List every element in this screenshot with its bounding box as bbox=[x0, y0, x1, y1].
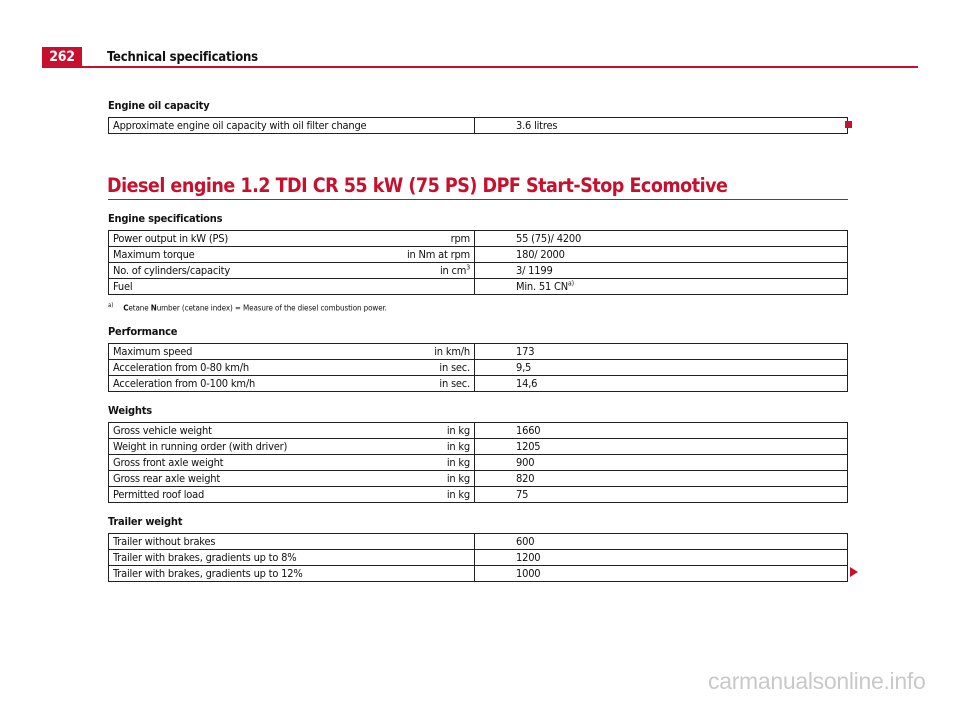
spec-value: 180/ 2000 bbox=[475, 247, 848, 263]
spec-label-cell bbox=[109, 471, 475, 487]
engine-specs-table bbox=[108, 230, 848, 295]
footnote-bold-c: C bbox=[123, 303, 129, 313]
spec-value: 3.6 litres bbox=[475, 118, 848, 134]
spec-unit: in cm bbox=[439, 264, 467, 277]
spec-value: 3/ 1199 bbox=[475, 263, 848, 279]
spec-label-cell bbox=[109, 376, 475, 392]
spec-label-cell bbox=[109, 439, 475, 455]
spec-label: Maximum speed bbox=[113, 345, 193, 358]
spec-label: Maximum torque bbox=[113, 248, 195, 261]
spec-label-cell bbox=[109, 550, 475, 566]
spec-label-cell bbox=[109, 247, 475, 263]
spec-label: Acceleration from 0-80 km/h bbox=[113, 361, 249, 374]
section-end-marker-icon bbox=[845, 121, 852, 128]
spec-value: 14,6 bbox=[475, 376, 848, 392]
spec-label: Approximate engine oil capacity with oil filter change bbox=[113, 119, 367, 132]
table-row bbox=[109, 231, 848, 247]
spec-value: 173 bbox=[475, 344, 848, 360]
spec-label-cell bbox=[109, 534, 475, 550]
performance-heading: Performance bbox=[108, 325, 178, 338]
spec-label-cell bbox=[109, 231, 475, 247]
table-row bbox=[109, 550, 848, 566]
spec-value: 75 bbox=[475, 487, 848, 503]
trailer-weight-heading: Trailer weight bbox=[108, 515, 183, 528]
watermark: carmanualsonline.info bbox=[708, 668, 926, 694]
spec-unit: rpm bbox=[450, 232, 470, 245]
table-row bbox=[109, 423, 848, 439]
table-row bbox=[109, 247, 848, 263]
footnote-text: umber (cetane index) = Measure of the diesel combustion power. bbox=[156, 303, 387, 313]
spec-value: 820 bbox=[475, 471, 848, 487]
spec-unit: in kg bbox=[446, 440, 470, 453]
spec-label-cell bbox=[109, 279, 475, 295]
oil-capacity-heading: Engine oil capacity bbox=[108, 99, 210, 112]
table-row bbox=[109, 118, 848, 134]
engine-specs-heading: Engine specifications bbox=[108, 212, 223, 225]
spec-label-cell bbox=[109, 423, 475, 439]
table-row bbox=[109, 455, 848, 471]
footnote bbox=[108, 302, 387, 313]
spec-unit-with-sup bbox=[440, 263, 470, 278]
table-row bbox=[109, 376, 848, 392]
spec-value: 1205 bbox=[475, 439, 848, 455]
footnote-mark: a) bbox=[108, 302, 114, 309]
table-row bbox=[109, 263, 848, 279]
spec-label-cell bbox=[109, 118, 475, 134]
page-header-title: Technical specifications bbox=[107, 50, 258, 65]
spec-label: Trailer with brakes, gradients up to 8% bbox=[113, 551, 297, 564]
engine-section-title: Diesel engine 1.2 TDI CR 55 kW (75 PS) DPF Start-Stop Ecomotive bbox=[107, 174, 728, 197]
spec-label: Trailer with brakes, gradients up to 12% bbox=[113, 567, 303, 580]
spec-value: 600 bbox=[475, 534, 848, 550]
spec-unit: in kg bbox=[446, 472, 470, 485]
spec-label: Power output in kW (PS) bbox=[113, 232, 229, 245]
weights-table bbox=[108, 422, 848, 503]
spec-label: Permitted roof load bbox=[113, 488, 205, 501]
table-row bbox=[109, 279, 848, 295]
spec-label: No. of cylinders/capacity bbox=[113, 264, 230, 277]
footnote-reference: a) bbox=[567, 279, 574, 288]
continue-arrow-icon bbox=[850, 567, 858, 577]
spec-value-cell bbox=[475, 279, 848, 295]
oil-capacity-table bbox=[108, 117, 848, 134]
spec-label: Fuel bbox=[113, 280, 133, 293]
table-row bbox=[109, 534, 848, 550]
spec-value: 55 (75)/ 4200 bbox=[475, 231, 848, 247]
spec-value: Min. 51 CN bbox=[516, 280, 568, 293]
spec-value: 9,5 bbox=[475, 360, 848, 376]
table-row bbox=[109, 487, 848, 503]
spec-label: Acceleration from 0-100 km/h bbox=[113, 377, 256, 390]
spec-label: Gross vehicle weight bbox=[113, 424, 212, 437]
spec-label: Gross front axle weight bbox=[113, 456, 224, 469]
spec-label: Weight in running order (with driver) bbox=[113, 440, 288, 453]
section-title-rule bbox=[108, 199, 848, 200]
unit-superscript: 3 bbox=[466, 263, 470, 272]
spec-value: 1200 bbox=[475, 550, 848, 566]
spec-unit: in kg bbox=[446, 488, 470, 501]
spec-label-cell bbox=[109, 455, 475, 471]
spec-label-cell bbox=[109, 360, 475, 376]
weights-heading: Weights bbox=[108, 404, 152, 417]
table-row bbox=[109, 566, 848, 582]
spec-label-cell bbox=[109, 487, 475, 503]
spec-label-cell bbox=[109, 263, 475, 279]
spec-value: 1000 bbox=[475, 566, 848, 582]
spec-value: 1660 bbox=[475, 423, 848, 439]
footnote-bold-n: N bbox=[150, 303, 157, 313]
spec-unit: in sec. bbox=[439, 361, 470, 374]
footnote-text-part: etane bbox=[128, 303, 151, 313]
spec-unit: in km/h bbox=[434, 345, 470, 358]
spec-value: 900 bbox=[475, 455, 848, 471]
spec-unit: in Nm at rpm bbox=[406, 248, 470, 261]
spec-label: Gross rear axle weight bbox=[113, 472, 221, 485]
table-row bbox=[109, 360, 848, 376]
spec-unit: in kg bbox=[446, 424, 470, 437]
header-rule bbox=[82, 66, 918, 68]
table-row bbox=[109, 344, 848, 360]
performance-table bbox=[108, 343, 848, 392]
spec-unit: in kg bbox=[446, 456, 470, 469]
spec-label-cell bbox=[109, 344, 475, 360]
page-number: 262 bbox=[42, 47, 82, 68]
spec-label: Trailer without brakes bbox=[113, 535, 216, 548]
table-row bbox=[109, 471, 848, 487]
trailer-weight-table bbox=[108, 533, 848, 582]
spec-label-cell bbox=[109, 566, 475, 582]
spec-unit: in sec. bbox=[439, 377, 470, 390]
table-row bbox=[109, 439, 848, 455]
